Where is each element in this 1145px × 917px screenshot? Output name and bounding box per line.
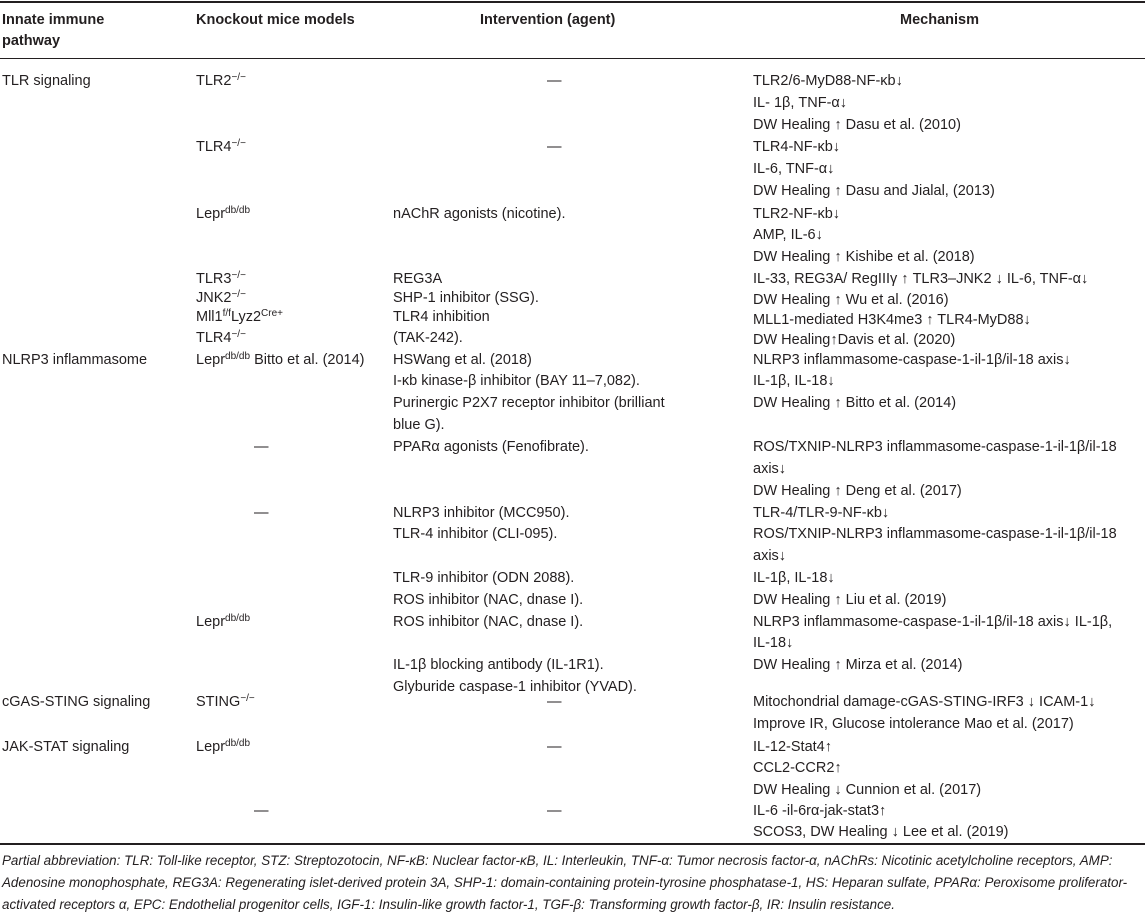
intervention-dash: —: [547, 803, 562, 819]
header-pathway-line2: pathway: [2, 33, 61, 49]
intervention-glyburide: Glyburide caspase-1 inhibitor (YVAD).: [393, 679, 637, 695]
mechanism-line: MLL1-mediated H3K4me3 ↑ TLR4-MyD88↓: [753, 312, 1031, 328]
top-rule: [0, 1, 1145, 3]
pathway-tlr: TLR signaling: [2, 73, 91, 89]
pathway-cgas: cGAS-STING signaling: [2, 694, 151, 710]
knockout-dash: —: [254, 803, 269, 819]
knockout-lepr2: Lepr$^{db/db}$: [196, 613, 251, 630]
mechanism-line: ROS/TXNIP-NLRP3 inflammasome-caspase-1-il-1β/il-18: [753, 439, 1117, 455]
mechanism-line: DW Healing ↓ Cunnion et al. (2017): [753, 782, 982, 798]
mechanism-line: DW Healing ↑ Wu et al. (2016): [753, 292, 949, 308]
intervention-hs: HSWang et al. (2018): [393, 352, 532, 368]
knockout-tlr4b: TLR4−/−: [196, 329, 246, 346]
knockout-mll1: $Mll1^{f/f}Lyz2^{Cre+}$: [196, 308, 283, 325]
knockout-jnk2: JNK2−/−: [196, 289, 246, 306]
mechanism-line: DW Healing ↑ Deng et al. (2017): [753, 483, 962, 499]
mechanism-line: IL-33, REG3A/ RegIIIγ ↑ TLR3–JNK2 ↓ IL-6, TNF-α↓: [753, 271, 1089, 287]
intervention-ros: ROS inhibitor (NAC, dnase I).: [393, 592, 584, 608]
intervention-dash: —: [547, 694, 562, 710]
mechanism-line: Mitochondrial damage-cGAS-STING-IRF3 ↓ ICAM-1↓: [753, 694, 1096, 710]
header-mechanism: Mechanism: [900, 12, 979, 28]
mechanism-line: DW Healing ↑ Kishibe et al. (2018): [753, 249, 975, 265]
pathway-nlrp3: NLRP3 inflammasome: [2, 352, 148, 368]
intervention-mcc950: NLRP3 inhibitor (MCC950).: [393, 505, 570, 521]
mechanism-line: IL- 1β, TNF-α↓: [753, 95, 848, 111]
knockout-dash: —: [254, 439, 269, 455]
intervention-ros2: ROS inhibitor (NAC, dnase I).: [393, 614, 584, 630]
mechanism-line: CCL2-CCR2↑: [753, 760, 842, 776]
intervention-reg3a: REG3A: [393, 271, 443, 287]
intervention-cli095: TLR-4 inhibitor (CLI-095).: [393, 526, 558, 542]
knockout-tlr4: TLR4−/−: [196, 138, 246, 155]
mechanism-line: Improve IR, Glucose intolerance Mao et al. (2017): [753, 716, 1074, 732]
header-pathway-line1: Innate immune: [2, 12, 105, 28]
mechanism-line: IL-18↓: [753, 635, 794, 651]
mechanism-line: TLR2-NF-κb↓: [753, 206, 841, 222]
knockout-dash: —: [254, 505, 269, 521]
intervention-dash: —: [547, 739, 562, 755]
mechanism-line: DW Healing ↑ Dasu and Jialal, (2013): [753, 183, 995, 199]
mechanism-line: IL-6 -il-6rα-jak-stat3↑: [753, 803, 887, 819]
intervention-ppar: PPARα agonists (Fenofibrate).: [393, 439, 589, 455]
mechanism-line: NLRP3 inflammasome-caspase-1-il-1β/il-18 axis↓: [753, 352, 1071, 368]
mechanism-line: NLRP3 inflammasome-caspase-1-il-1β/il-18 axis↓ IL-1β,: [753, 614, 1113, 630]
mechanism-line: TLR2/6-MyD88-NF-κb↓: [753, 73, 903, 89]
mechanism-line: TLR4-NF-κb↓: [753, 139, 841, 155]
pathway-jak: JAK-STAT signaling: [2, 739, 130, 755]
mechanism-line: DW Healing ↑ Bitto et al. (2014): [753, 395, 957, 411]
intervention-tak242: (TAK-242).: [393, 330, 463, 346]
knockout-tlr3: TLR3−/−: [196, 270, 246, 287]
mechanism-line: DW Healing ↑ Liu et al. (2019): [753, 592, 947, 608]
mechanism-line: DW Healing ↑ Dasu et al. (2010): [753, 117, 961, 133]
intervention-odn2088: TLR-9 inhibitor (ODN 2088).: [393, 570, 575, 586]
mechanism-line: TLR-4/TLR-9-NF-κb↓: [753, 505, 890, 521]
mechanism-line: DW Healing↑Davis et al. (2020): [753, 332, 956, 348]
mechanism-line: IL-6, TNF-α↓: [753, 161, 835, 177]
mechanism-line: AMP, IL-6↓: [753, 227, 823, 243]
knockout-lepr: Lepr$^{db/db}$: [196, 205, 251, 222]
mechanism-line: SCOS3, DW Healing ↓ Lee et al. (2019): [753, 824, 1009, 840]
header-knockout: Knockout mice models: [196, 12, 355, 28]
intervention-shp1: SHP-1 inhibitor (SSG).: [393, 290, 539, 306]
mechanism-line: IL-12-Stat4↑: [753, 739, 832, 755]
intervention-dash: —: [547, 139, 562, 155]
intervention-il1b-antibody: IL-1β blocking antibody (IL-1R1).: [393, 657, 604, 673]
knockout-lepr-bitto: Lepr$^{db/db}$ Bitto et al. (2014): [196, 351, 365, 368]
mechanism-line: ROS/TXNIP-NLRP3 inflammasome-caspase-1-il-1β/il-18: [753, 526, 1117, 542]
knockout-lepr3: Lepr$^{db/db}$: [196, 738, 251, 755]
knockout-tlr2: TLR2−/−: [196, 72, 246, 89]
intervention-p2x7-cont: blue G).: [393, 417, 445, 433]
intervention-p2x7: Purinergic P2X7 receptor inhibitor (brilliant: [393, 395, 665, 411]
intervention-nachr: nAChR agonists (nicotine).: [393, 206, 566, 222]
mechanism-line: DW Healing ↑ Mirza et al. (2014): [753, 657, 963, 673]
header-intervention: Intervention (agent): [480, 12, 616, 28]
mechanism-line: IL-1β, IL-18↓: [753, 373, 835, 389]
mechanism-line: axis↓: [753, 461, 787, 477]
table-footnote: Partial abbreviation: TLR: Toll-like receptor, STZ: Streptozotocin, NF-κB: Nuclear factor-κB, IL: Interleukin, TNF-α: Tumor necrosis factor-α, nAChRs: Nicotinic acetylcholine receptors, AMP: Adenosine monophosphate, REG3A: Regenerating islet-derived protein 3A, SHP-1: domain-containing protein-tyrosine phosphatase-1, HS: Heparan sulfate, PPARα: Peroxisome proliferator-activated receptors α, EPC: Endothelial progenitor cells, IGF-1: Insulin-like growth factor-1, TGF-β: Transforming growth factor-β, IR: Insulin resistance.: [2, 853, 1128, 912]
intervention-dash: —: [547, 73, 562, 89]
header-rule: [0, 58, 1145, 59]
knockout-sting: STING−/−: [196, 693, 255, 710]
mechanism-line: IL-1β, IL-18↓: [753, 570, 835, 586]
intervention-tlr4-inhibition: TLR4 inhibition: [393, 309, 490, 325]
intervention-ikb: I-κb kinase-β inhibitor (BAY 11–7,082).: [393, 373, 640, 389]
mechanism-line: axis↓: [753, 548, 787, 564]
